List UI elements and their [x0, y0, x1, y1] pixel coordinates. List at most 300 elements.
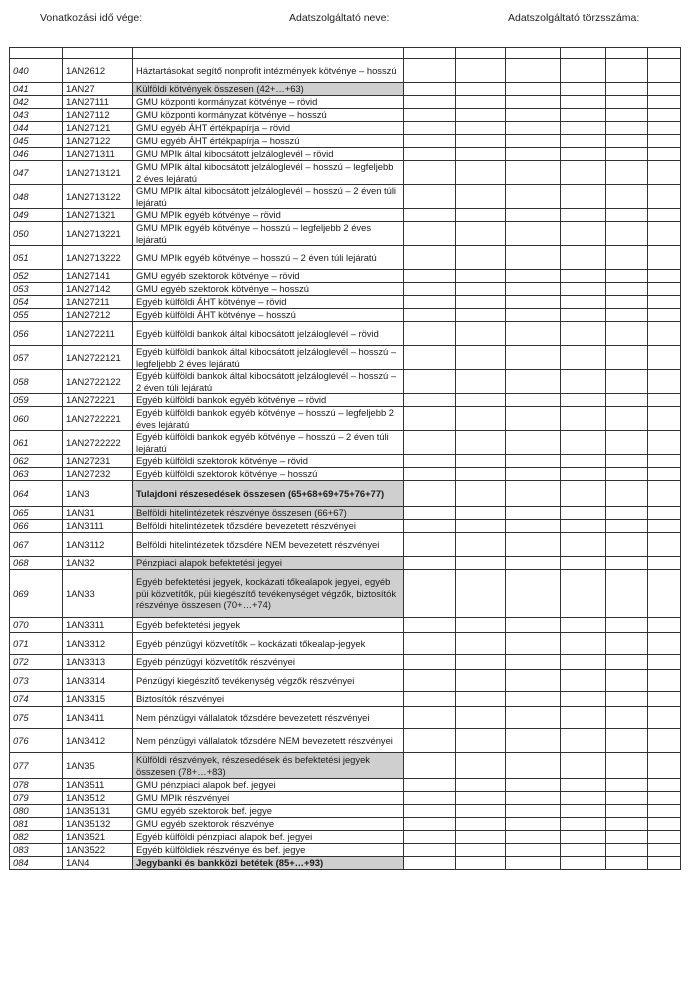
value-cell[interactable] [456, 753, 506, 779]
value-cell[interactable] [404, 633, 456, 655]
value-cell[interactable] [456, 831, 506, 844]
row-number: 054 [10, 296, 63, 309]
value-cell[interactable] [561, 520, 606, 533]
value-cell[interactable] [404, 135, 456, 148]
value-cell[interactable] [506, 729, 561, 753]
value-cell[interactable] [456, 407, 506, 431]
value-cell[interactable] [561, 857, 606, 870]
table-row [10, 222, 681, 246]
value-cell[interactable] [606, 455, 648, 468]
value-cell[interactable] [404, 507, 456, 520]
value-cell[interactable] [506, 394, 561, 407]
value-cell[interactable] [506, 805, 561, 818]
value-cell[interactable] [648, 618, 681, 633]
value-cell[interactable] [456, 322, 506, 346]
value-cell[interactable] [561, 283, 606, 296]
value-cell[interactable] [506, 185, 561, 209]
value-cell[interactable] [506, 370, 561, 394]
value-cell[interactable] [506, 246, 561, 270]
value-cell[interactable] [506, 792, 561, 805]
value-cell[interactable] [648, 481, 681, 507]
value-cell[interactable] [456, 83, 506, 96]
value-cell[interactable] [606, 707, 648, 729]
value-cell[interactable] [404, 481, 456, 507]
value-cell[interactable] [456, 857, 506, 870]
value-cell[interactable] [404, 455, 456, 468]
value-cell[interactable] [561, 670, 606, 692]
header-cell [456, 48, 506, 59]
value-cell[interactable] [456, 507, 506, 520]
row-code: 1AN3522 [63, 844, 133, 857]
value-cell[interactable] [648, 857, 681, 870]
header-cell [606, 48, 648, 59]
value-cell[interactable] [606, 148, 648, 161]
value-cell[interactable] [561, 161, 606, 185]
value-cell[interactable] [456, 618, 506, 633]
row-description: Belföldi hitelintézetek részvénye összesen (66+67) [133, 507, 404, 520]
value-cell[interactable] [506, 707, 561, 729]
value-cell[interactable] [561, 557, 606, 570]
value-cell[interactable] [404, 222, 456, 246]
value-cell[interactable] [404, 246, 456, 270]
value-cell[interactable] [404, 779, 456, 792]
value-cell[interactable] [606, 481, 648, 507]
value-cell[interactable] [648, 296, 681, 309]
value-cell[interactable] [648, 507, 681, 520]
value-cell[interactable] [506, 779, 561, 792]
value-cell[interactable] [506, 283, 561, 296]
value-cell[interactable] [404, 283, 456, 296]
value-cell[interactable] [404, 83, 456, 96]
value-cell[interactable] [456, 533, 506, 557]
value-cell[interactable] [648, 707, 681, 729]
value-cell[interactable] [561, 707, 606, 729]
value-cell[interactable] [561, 122, 606, 135]
value-cell[interactable] [404, 148, 456, 161]
value-cell[interactable] [404, 96, 456, 109]
value-cell[interactable] [456, 455, 506, 468]
value-cell[interactable] [561, 753, 606, 779]
value-cell[interactable] [506, 481, 561, 507]
value-cell[interactable] [456, 655, 506, 670]
value-cell[interactable] [648, 222, 681, 246]
value-cell[interactable] [456, 481, 506, 507]
table-row [10, 407, 681, 431]
value-cell[interactable] [456, 135, 506, 148]
value-cell[interactable] [506, 692, 561, 707]
value-cell[interactable] [561, 805, 606, 818]
value-cell[interactable] [648, 831, 681, 844]
value-cell[interactable] [606, 222, 648, 246]
value-cell[interactable] [404, 109, 456, 122]
value-cell[interactable] [561, 309, 606, 322]
header-cell [648, 48, 681, 59]
value-cell[interactable] [648, 670, 681, 692]
value-cell[interactable] [506, 148, 561, 161]
value-cell[interactable] [561, 370, 606, 394]
value-cell[interactable] [606, 346, 648, 370]
value-cell[interactable] [648, 792, 681, 805]
value-cell[interactable] [648, 455, 681, 468]
table-row [10, 59, 681, 83]
value-cell[interactable] [648, 533, 681, 557]
value-cell[interactable] [404, 707, 456, 729]
value-cell[interactable] [606, 431, 648, 455]
value-cell[interactable] [606, 570, 648, 618]
value-cell[interactable] [506, 857, 561, 870]
value-cell[interactable] [506, 309, 561, 322]
value-cell[interactable] [648, 246, 681, 270]
value-cell[interactable] [606, 122, 648, 135]
value-cell[interactable] [606, 655, 648, 670]
value-cell[interactable] [561, 633, 606, 655]
value-cell[interactable] [404, 407, 456, 431]
value-cell[interactable] [648, 309, 681, 322]
value-cell[interactable] [404, 209, 456, 222]
value-cell[interactable] [561, 618, 606, 633]
value-cell[interactable] [648, 633, 681, 655]
value-cell[interactable] [456, 346, 506, 370]
value-cell[interactable] [606, 161, 648, 185]
value-cell[interactable] [506, 557, 561, 570]
value-cell[interactable] [506, 135, 561, 148]
row-number: 067 [10, 533, 63, 557]
row-code: 1AN2713222 [63, 246, 133, 270]
row-code: 1AN272221 [63, 394, 133, 407]
value-cell[interactable] [456, 779, 506, 792]
table-row [10, 185, 681, 209]
value-cell[interactable] [561, 655, 606, 670]
value-cell[interactable] [404, 468, 456, 481]
value-cell[interactable] [606, 468, 648, 481]
value-cell[interactable] [404, 309, 456, 322]
value-cell[interactable] [606, 618, 648, 633]
value-cell[interactable] [561, 455, 606, 468]
value-cell[interactable] [456, 283, 506, 296]
value-cell[interactable] [606, 729, 648, 753]
value-cell[interactable] [404, 753, 456, 779]
table-row [10, 818, 681, 831]
value-cell[interactable] [456, 670, 506, 692]
value-cell[interactable] [506, 322, 561, 346]
value-cell[interactable] [606, 135, 648, 148]
value-cell[interactable] [404, 520, 456, 533]
value-cell[interactable] [606, 670, 648, 692]
header-cell [404, 48, 456, 59]
value-cell[interactable] [456, 707, 506, 729]
value-cell[interactable] [648, 570, 681, 618]
value-cell[interactable] [404, 792, 456, 805]
value-cell[interactable] [648, 59, 681, 83]
value-cell[interactable] [561, 468, 606, 481]
value-cell[interactable] [404, 161, 456, 185]
value-cell[interactable] [606, 844, 648, 857]
value-cell[interactable] [648, 753, 681, 779]
value-cell[interactable] [606, 322, 648, 346]
value-cell[interactable] [648, 161, 681, 185]
value-cell[interactable] [456, 394, 506, 407]
value-cell[interactable] [506, 831, 561, 844]
value-cell[interactable] [648, 394, 681, 407]
value-cell[interactable] [404, 185, 456, 209]
value-cell[interactable] [456, 209, 506, 222]
value-cell[interactable] [456, 270, 506, 283]
value-cell[interactable] [648, 185, 681, 209]
value-cell[interactable] [404, 844, 456, 857]
value-cell[interactable] [456, 633, 506, 655]
value-cell[interactable] [606, 557, 648, 570]
value-cell[interactable] [506, 109, 561, 122]
value-cell[interactable] [561, 270, 606, 283]
value-cell[interactable] [606, 831, 648, 844]
value-cell[interactable] [506, 270, 561, 283]
value-cell[interactable] [456, 818, 506, 831]
value-cell[interactable] [506, 83, 561, 96]
value-cell[interactable] [561, 185, 606, 209]
value-cell[interactable] [561, 222, 606, 246]
value-cell[interactable] [456, 729, 506, 753]
value-cell[interactable] [404, 831, 456, 844]
value-cell[interactable] [404, 431, 456, 455]
value-cell[interactable] [648, 468, 681, 481]
value-cell[interactable] [506, 655, 561, 670]
value-cell[interactable] [456, 222, 506, 246]
value-cell[interactable] [648, 557, 681, 570]
row-code: 1AN27122 [63, 135, 133, 148]
value-cell[interactable] [648, 122, 681, 135]
value-cell[interactable] [561, 148, 606, 161]
value-cell[interactable] [404, 692, 456, 707]
value-cell[interactable] [404, 570, 456, 618]
value-cell[interactable] [506, 618, 561, 633]
value-cell[interactable] [648, 655, 681, 670]
value-cell[interactable] [404, 618, 456, 633]
value-cell[interactable] [648, 346, 681, 370]
value-cell[interactable] [606, 753, 648, 779]
value-cell[interactable] [456, 370, 506, 394]
value-cell[interactable] [561, 322, 606, 346]
value-cell[interactable] [404, 729, 456, 753]
row-number: 077 [10, 753, 63, 779]
value-cell[interactable] [606, 109, 648, 122]
value-cell[interactable] [648, 270, 681, 283]
value-cell[interactable] [648, 83, 681, 96]
value-cell[interactable] [606, 96, 648, 109]
value-cell[interactable] [506, 59, 561, 83]
value-cell[interactable] [606, 246, 648, 270]
row-code: 1AN3511 [63, 779, 133, 792]
value-cell[interactable] [404, 370, 456, 394]
value-cell[interactable] [404, 59, 456, 83]
value-cell[interactable] [606, 185, 648, 209]
value-cell[interactable] [648, 135, 681, 148]
value-cell[interactable] [606, 692, 648, 707]
row-code: 1AN27111 [63, 96, 133, 109]
row-code: 1AN27212 [63, 309, 133, 322]
value-cell[interactable] [648, 407, 681, 431]
value-cell[interactable] [648, 109, 681, 122]
value-cell[interactable] [648, 520, 681, 533]
value-cell[interactable] [561, 296, 606, 309]
value-cell[interactable] [561, 533, 606, 557]
table-row [10, 394, 681, 407]
value-cell[interactable] [648, 209, 681, 222]
value-cell[interactable] [561, 507, 606, 520]
value-cell[interactable] [456, 185, 506, 209]
value-cell[interactable] [561, 59, 606, 83]
value-cell[interactable] [606, 857, 648, 870]
value-cell[interactable] [561, 209, 606, 222]
value-cell[interactable] [506, 96, 561, 109]
value-cell[interactable] [506, 222, 561, 246]
value-cell[interactable] [404, 857, 456, 870]
value-cell[interactable] [648, 805, 681, 818]
value-cell[interactable] [456, 468, 506, 481]
row-description: Egyéb külföldi bankok egyéb kötvénye – hosszú – 2 éven túli lejáratú [133, 431, 404, 455]
value-cell[interactable] [606, 507, 648, 520]
value-cell[interactable] [648, 322, 681, 346]
value-cell[interactable] [606, 792, 648, 805]
value-cell[interactable] [456, 557, 506, 570]
value-cell[interactable] [404, 122, 456, 135]
value-cell[interactable] [456, 431, 506, 455]
value-cell[interactable] [606, 520, 648, 533]
value-cell[interactable] [561, 570, 606, 618]
row-description: Külföldi részvények, részesedések és befektetési jegyek összesen (78+…+83) [133, 753, 404, 779]
value-cell[interactable] [456, 570, 506, 618]
value-cell[interactable] [606, 59, 648, 83]
value-cell[interactable] [606, 407, 648, 431]
table-row [10, 148, 681, 161]
value-cell[interactable] [456, 792, 506, 805]
value-cell[interactable] [456, 296, 506, 309]
value-cell[interactable] [506, 533, 561, 557]
value-cell[interactable] [606, 83, 648, 96]
value-cell[interactable] [648, 431, 681, 455]
value-cell[interactable] [506, 570, 561, 618]
value-cell[interactable] [404, 670, 456, 692]
value-cell[interactable] [648, 818, 681, 831]
row-number: 050 [10, 222, 63, 246]
value-cell[interactable] [506, 346, 561, 370]
value-cell[interactable] [648, 370, 681, 394]
value-cell[interactable] [456, 122, 506, 135]
value-cell[interactable] [561, 818, 606, 831]
value-cell[interactable] [648, 96, 681, 109]
value-cell[interactable] [606, 270, 648, 283]
value-cell[interactable] [506, 296, 561, 309]
value-cell[interactable] [404, 296, 456, 309]
value-cell[interactable] [561, 246, 606, 270]
table-row [10, 507, 681, 520]
value-cell[interactable] [456, 692, 506, 707]
value-cell[interactable] [506, 431, 561, 455]
value-cell[interactable] [606, 296, 648, 309]
value-cell[interactable] [456, 161, 506, 185]
value-cell[interactable] [606, 633, 648, 655]
value-cell[interactable] [606, 370, 648, 394]
value-cell[interactable] [404, 818, 456, 831]
value-cell[interactable] [648, 729, 681, 753]
value-cell[interactable] [561, 431, 606, 455]
value-cell[interactable] [506, 753, 561, 779]
value-cell[interactable] [506, 122, 561, 135]
value-cell[interactable] [506, 507, 561, 520]
value-cell[interactable] [648, 148, 681, 161]
value-cell[interactable] [561, 831, 606, 844]
value-cell[interactable] [456, 520, 506, 533]
value-cell[interactable] [506, 468, 561, 481]
row-code: 1AN3 [63, 481, 133, 507]
value-cell[interactable] [561, 692, 606, 707]
value-cell[interactable] [606, 779, 648, 792]
value-cell[interactable] [456, 246, 506, 270]
value-cell[interactable] [456, 309, 506, 322]
value-cell[interactable] [561, 394, 606, 407]
value-cell[interactable] [606, 283, 648, 296]
value-cell[interactable] [561, 792, 606, 805]
value-cell[interactable] [404, 805, 456, 818]
row-description: Pénzügyi kiegészítő tevékenység végzők részvényei [133, 670, 404, 692]
value-cell[interactable] [561, 96, 606, 109]
value-cell[interactable] [404, 322, 456, 346]
row-number: 045 [10, 135, 63, 148]
value-cell[interactable] [456, 59, 506, 83]
value-cell[interactable] [456, 844, 506, 857]
value-cell[interactable] [648, 692, 681, 707]
value-cell[interactable] [561, 135, 606, 148]
value-cell[interactable] [606, 818, 648, 831]
value-cell[interactable] [561, 729, 606, 753]
value-cell[interactable] [648, 779, 681, 792]
value-cell[interactable] [506, 520, 561, 533]
value-cell[interactable] [506, 161, 561, 185]
value-cell[interactable] [404, 394, 456, 407]
value-cell[interactable] [606, 805, 648, 818]
value-cell[interactable] [404, 533, 456, 557]
value-cell[interactable] [506, 670, 561, 692]
value-cell[interactable] [606, 309, 648, 322]
value-cell[interactable] [456, 805, 506, 818]
value-cell[interactable] [561, 844, 606, 857]
value-cell[interactable] [606, 533, 648, 557]
value-cell[interactable] [506, 209, 561, 222]
value-cell[interactable] [561, 109, 606, 122]
value-cell[interactable] [506, 844, 561, 857]
value-cell[interactable] [404, 346, 456, 370]
value-cell[interactable] [506, 633, 561, 655]
value-cell[interactable] [506, 455, 561, 468]
value-cell[interactable] [404, 557, 456, 570]
row-number: 070 [10, 618, 63, 633]
value-cell[interactable] [404, 655, 456, 670]
value-cell[interactable] [404, 270, 456, 283]
value-cell[interactable] [506, 407, 561, 431]
value-cell[interactable] [506, 818, 561, 831]
value-cell[interactable] [648, 283, 681, 296]
value-cell[interactable] [561, 346, 606, 370]
value-cell[interactable] [456, 148, 506, 161]
value-cell[interactable] [606, 394, 648, 407]
value-cell[interactable] [648, 844, 681, 857]
value-cell[interactable] [561, 83, 606, 96]
value-cell[interactable] [456, 109, 506, 122]
value-cell[interactable] [561, 481, 606, 507]
value-cell[interactable] [561, 407, 606, 431]
value-cell[interactable] [456, 96, 506, 109]
value-cell[interactable] [561, 779, 606, 792]
value-cell[interactable] [606, 209, 648, 222]
